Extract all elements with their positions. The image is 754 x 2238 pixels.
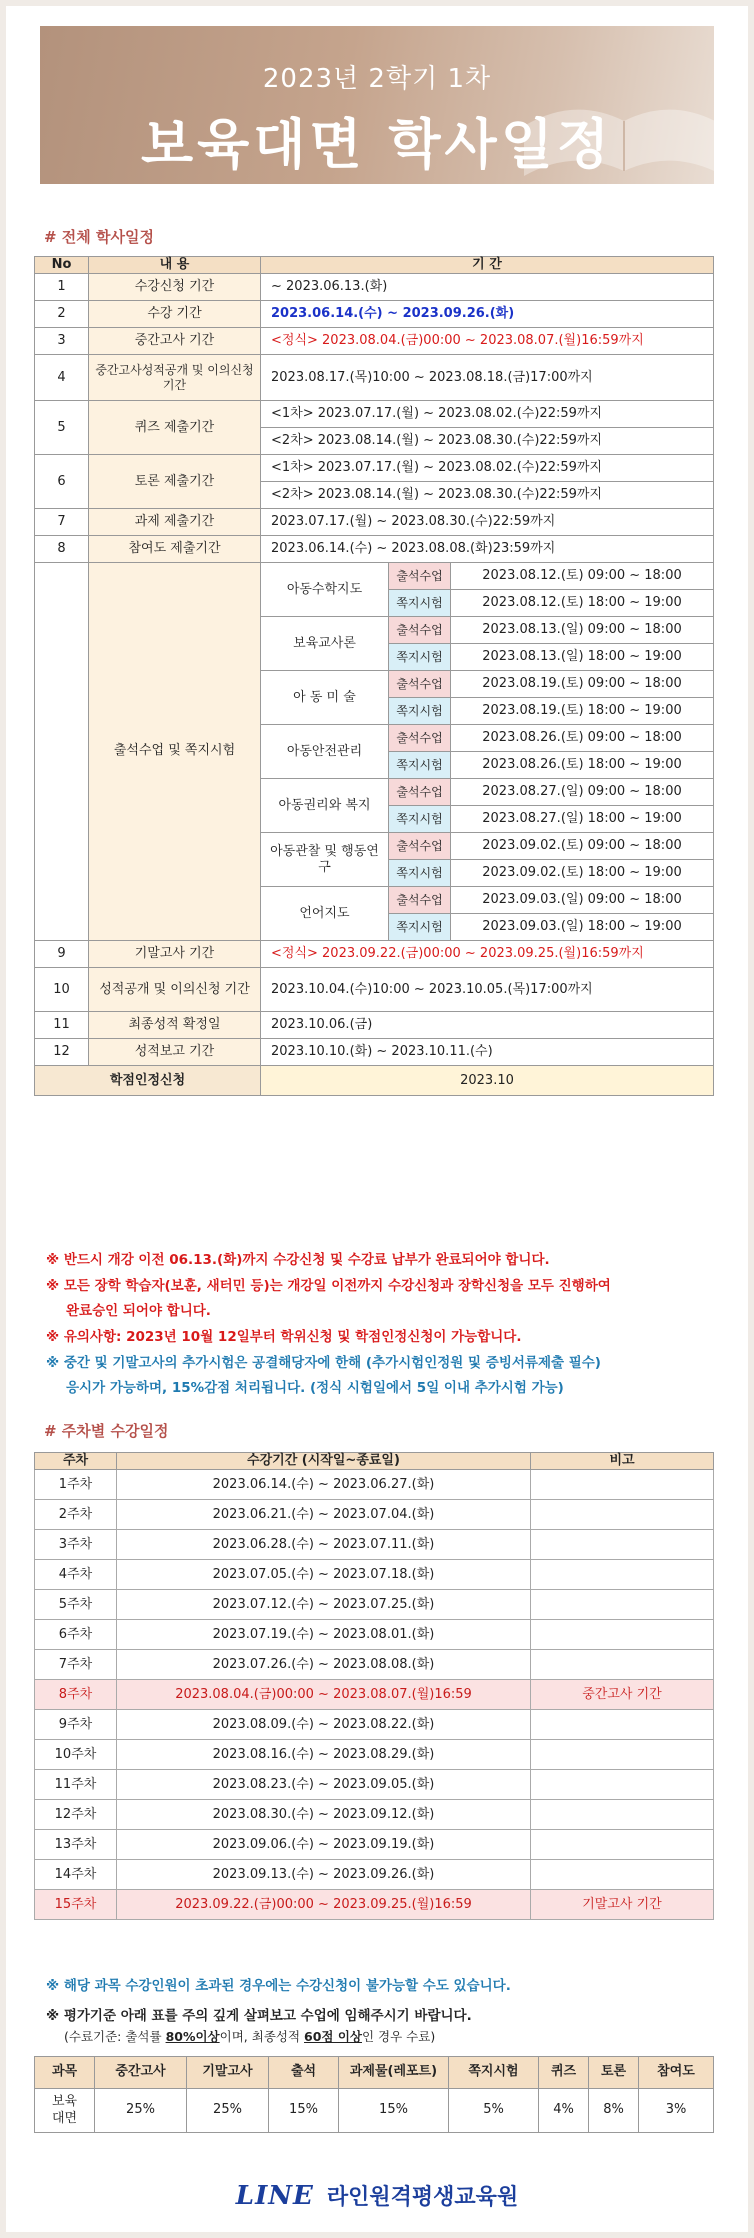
table-row (35, 1710, 714, 1740)
row-period: <정식> 2023.09.22.(금)00:00 ~ 2023.09.25.(월)16:59까지 (261, 941, 714, 968)
subject-name: 아동안전관리 (261, 725, 389, 779)
row-item: 최종성적 확정일 (89, 1012, 261, 1039)
criteria-text: 인 경우 수료) (362, 2029, 436, 2045)
row-item: 기말고사 기간 (89, 941, 261, 968)
note-cell: 기말고사 기간 (531, 1890, 714, 1920)
row-no: 10 (35, 968, 89, 1012)
table-row (35, 1530, 714, 1560)
note-cell (531, 1650, 714, 1680)
period-cell: 2023.06.28.(수) ~ 2023.07.11.(화) (117, 1530, 531, 1560)
period-cell: 2023.09.22.(금)00:00 ~ 2023.09.25.(월)16:59 (117, 1890, 531, 1920)
table-row (35, 1590, 714, 1620)
quiz-time: 2023.09.02.(토) 18:00 ~ 19:00 (451, 860, 714, 887)
final-score: 60점 이상 (304, 2029, 362, 2045)
criteria-text: 이며, 최종성적 (219, 2029, 305, 2045)
week-cell: 5주차 (35, 1590, 117, 1620)
weekly-schedule-table (34, 1452, 714, 1920)
table-row (35, 1066, 714, 1096)
capacity-notice: ※ 해당 과목 수강인원이 초과된 경우에는 수강신청이 불가능할 수도 있습니다. (46, 1978, 511, 1994)
criteria-text: (수료기준: 출석률 (64, 2029, 166, 2045)
row-no: 5 (35, 401, 89, 455)
note-cell (531, 1830, 714, 1860)
eval-value-cell: 보육 대면 (35, 2089, 95, 2133)
quiz-time: 2023.08.27.(일) 18:00 ~ 19:00 (451, 806, 714, 833)
class-time: 2023.08.19.(토) 09:00 ~ 18:00 (451, 671, 714, 698)
eval-value-cell: 4% (539, 2089, 589, 2133)
class-time: 2023.08.13.(일) 09:00 ~ 18:00 (451, 617, 714, 644)
row-period: <정식> 2023.08.04.(금)00:00 ~ 2023.08.07.(월)16:59까지 (261, 328, 714, 355)
row-item: 퀴즈 제출기간 (89, 401, 261, 455)
header-banner (40, 26, 714, 184)
row-no: 7 (35, 509, 89, 536)
period-cell: 2023.08.09.(수) ~ 2023.08.22.(화) (117, 1710, 531, 1740)
table-row (35, 1740, 714, 1770)
class-label: 출석수업 (389, 779, 451, 806)
table-row (35, 455, 714, 482)
row-no (35, 563, 89, 941)
line-logo-mark: LINE (235, 2180, 314, 2211)
note-cell (531, 1740, 714, 1770)
quiz-time: 2023.08.19.(토) 18:00 ~ 19:00 (451, 698, 714, 725)
row-no: 8 (35, 536, 89, 563)
overall-schedule-table (34, 256, 714, 1096)
table-row (35, 1860, 714, 1890)
completion-criteria (46, 2027, 726, 2047)
table-row (35, 401, 714, 428)
note-cell (531, 1770, 714, 1800)
row-item: 토론 제출기간 (89, 455, 261, 509)
note-cell (531, 1590, 714, 1620)
table-row (35, 355, 714, 401)
quiz-label: 쪽지시험 (389, 752, 451, 779)
eval-value-cell: 25% (187, 2089, 269, 2133)
note-cell (531, 1560, 714, 1590)
table-row (35, 563, 714, 590)
institution-logo (0, 2180, 754, 2211)
period-cell: 2023.09.06.(수) ~ 2023.09.19.(화) (117, 1830, 531, 1860)
note-cell (531, 1710, 714, 1740)
eval-value-cell: 25% (95, 2089, 187, 2133)
eval-header-cell: 퀴즈 (539, 2057, 589, 2089)
eval-value-cell: 15% (269, 2089, 339, 2133)
table-row (35, 1650, 714, 1680)
col-header-content: 내 용 (89, 257, 261, 274)
table-row (35, 1890, 714, 1920)
notice-list (46, 1248, 726, 1402)
period-cell: 2023.08.30.(수) ~ 2023.09.12.(화) (117, 1800, 531, 1830)
subject-name: 아동관찰 및 행동연구 (261, 833, 389, 887)
col-header-note: 비고 (531, 1453, 714, 1470)
section-title-weekly: # 주차별 수강일정 (44, 1422, 169, 1440)
week-cell: 6주차 (35, 1620, 117, 1650)
period-cell: 2023.08.16.(수) ~ 2023.08.29.(화) (117, 1740, 531, 1770)
eval-value-cell: 5% (449, 2089, 539, 2133)
period-cell: 2023.07.05.(수) ~ 2023.07.18.(화) (117, 1560, 531, 1590)
row-period: 2023.08.17.(목)10:00 ~ 2023.08.18.(금)17:00까지 (261, 355, 714, 401)
section-title-overall: # 전체 학사일정 (44, 228, 154, 246)
table-row (35, 1470, 714, 1500)
note-cell (531, 1500, 714, 1530)
col-header-period: 기 간 (261, 257, 714, 274)
eval-header-cell: 토론 (589, 2057, 639, 2089)
subject-name: 아 동 미 술 (261, 671, 389, 725)
institution-name: 라인원격평생교육원 (326, 2185, 519, 2210)
notice-item: ※ 반드시 개강 이전 06.13.(화)까지 수강신청 및 수강료 납부가 완료되어야 합니다. (46, 1252, 550, 1268)
evaluation-header-row (35, 2057, 714, 2089)
col-header-no: No (35, 257, 89, 274)
table-row (35, 1500, 714, 1530)
row-item: 수강신청 기간 (89, 274, 261, 301)
row-period: 2023.06.14.(수) ~ 2023.09.26.(화) (261, 301, 714, 328)
week-cell: 14주차 (35, 1860, 117, 1890)
note-cell (531, 1470, 714, 1500)
week-cell: 10주차 (35, 1740, 117, 1770)
class-label: 출석수업 (389, 617, 451, 644)
eval-value-cell: 3% (639, 2089, 714, 2133)
quiz-label: 쪽지시험 (389, 698, 451, 725)
row-no: 6 (35, 455, 89, 509)
notice-item: ※ 유의사항: 2023년 10월 12일부터 학위신청 및 학점인정신청이 가능합니다. (46, 1328, 522, 1345)
table-row (35, 1830, 714, 1860)
notice-item: 완료승인 되어야 합니다. (66, 1303, 211, 1320)
banner-subtitle: 2023년 2학기 1차 (262, 64, 492, 94)
quiz-label: 쪽지시험 (389, 806, 451, 833)
eval-header-cell: 참여도 (639, 2057, 714, 2089)
class-time: 2023.09.03.(일) 09:00 ~ 18:00 (451, 887, 714, 914)
weekly-rows (35, 1470, 714, 1920)
period-cell: 2023.08.23.(수) ~ 2023.09.05.(화) (117, 1770, 531, 1800)
week-cell: 13주차 (35, 1830, 117, 1860)
evaluation-notes (46, 1976, 726, 2047)
period-cell: 2023.09.13.(수) ~ 2023.09.26.(화) (117, 1860, 531, 1890)
row-no: 2 (35, 301, 89, 328)
note-cell (531, 1530, 714, 1560)
note-cell (531, 1620, 714, 1650)
table-row (35, 1560, 714, 1590)
row-period: <2차> 2023.08.14.(월) ~ 2023.08.30.(수)22:59까지 (261, 482, 714, 509)
eval-header-cell: 출석 (269, 2057, 339, 2089)
week-cell: 7주차 (35, 1650, 117, 1680)
quiz-label: 쪽지시험 (389, 860, 451, 887)
row-no: 4 (35, 355, 89, 401)
eval-value-cell: 8% (589, 2089, 639, 2133)
row-no: 1 (35, 274, 89, 301)
row-item: 성적보고 기간 (89, 1039, 261, 1066)
notice-item: 응시가 가능하며, 15%감점 처리됩니다. (정식 시험일에서 5일 이내 추가시험 가능) (66, 1380, 564, 1397)
week-cell: 11주차 (35, 1770, 117, 1800)
row-period: 2023.06.14.(수) ~ 2023.08.08.(화)23:59까지 (261, 536, 714, 563)
row-period: 2023.07.17.(월) ~ 2023.08.30.(수)22:59까지 (261, 509, 714, 536)
table-row (35, 274, 714, 301)
note-cell: 중간고사 기간 (531, 1680, 714, 1710)
row-period: 2023.10.04.(수)10:00 ~ 2023.10.05.(목)17:00까지 (261, 968, 714, 1012)
table-row (35, 1620, 714, 1650)
period-cell: 2023.08.04.(금)00:00 ~ 2023.08.07.(월)16:59 (117, 1680, 531, 1710)
quiz-label: 쪽지시험 (389, 914, 451, 941)
evaluation-notice: ※ 평가기준 아래 표를 주의 깊게 살펴보고 수업에 임해주시기 바랍니다. (46, 2007, 472, 2024)
quiz-time: 2023.09.03.(일) 18:00 ~ 19:00 (451, 914, 714, 941)
quiz-time: 2023.08.12.(토) 18:00 ~ 19:00 (451, 590, 714, 617)
table-row (35, 328, 714, 355)
week-cell: 4주차 (35, 1560, 117, 1590)
table-row (35, 1012, 714, 1039)
row-item: 과제 제출기간 (89, 509, 261, 536)
note-cell (531, 1800, 714, 1830)
subject-name: 아동수학지도 (261, 563, 389, 617)
notice-item: ※ 모든 장학 학습자(보훈, 새터민 등)는 개강일 이전까지 수강신청과 장학신청을 모두 진행하여 (46, 1277, 611, 1294)
class-time: 2023.09.02.(토) 09:00 ~ 18:00 (451, 833, 714, 860)
class-time: 2023.08.27.(일) 09:00 ~ 18:00 (451, 779, 714, 806)
row-period: <1차> 2023.07.17.(월) ~ 2023.08.02.(수)22:59까지 (261, 455, 714, 482)
class-label: 출석수업 (389, 833, 451, 860)
table-row (35, 1680, 714, 1710)
attendance-rate: 80%이상 (165, 2029, 220, 2045)
table-row (35, 941, 714, 968)
eval-header-cell: 과제물(레포트) (339, 2057, 449, 2089)
row-period: ~ 2023.06.13.(화) (261, 274, 714, 301)
banner-title: 보육대면 학사일정 (140, 113, 614, 176)
week-cell: 9주차 (35, 1710, 117, 1740)
subject-name: 보육교사론 (261, 617, 389, 671)
row-item: 성적공개 및 이의신청 기간 (89, 968, 261, 1012)
table-row (35, 536, 714, 563)
row-period: <2차> 2023.08.14.(월) ~ 2023.08.30.(수)22:59까지 (261, 428, 714, 455)
week-cell: 8주차 (35, 1680, 117, 1710)
evaluation-value-row (35, 2089, 714, 2133)
row-no: 11 (35, 1012, 89, 1039)
table-row (35, 1770, 714, 1800)
row-no: 9 (35, 941, 89, 968)
row-item: 중간고사 기간 (89, 328, 261, 355)
row-no: 12 (35, 1039, 89, 1066)
period-cell: 2023.06.14.(수) ~ 2023.06.27.(화) (117, 1470, 531, 1500)
eval-header-cell: 과목 (35, 2057, 95, 2089)
note-cell (531, 1860, 714, 1890)
subject-name: 언어지도 (261, 887, 389, 941)
quiz-label: 쪽지시험 (389, 644, 451, 671)
period-cell: 2023.07.26.(수) ~ 2023.08.08.(화) (117, 1650, 531, 1680)
eval-header-cell: 중간고사 (95, 2057, 187, 2089)
week-cell: 15주차 (35, 1890, 117, 1920)
table-row (35, 509, 714, 536)
evaluation-table (34, 2056, 714, 2133)
quiz-time: 2023.08.13.(일) 18:00 ~ 19:00 (451, 644, 714, 671)
quiz-label: 쪽지시험 (389, 590, 451, 617)
class-label: 출석수업 (389, 887, 451, 914)
subject-name: 아동권리와 복지 (261, 779, 389, 833)
table-row (35, 1039, 714, 1066)
row-period: <1차> 2023.07.17.(월) ~ 2023.08.02.(수)22:59까지 (261, 401, 714, 428)
row-no: 3 (35, 328, 89, 355)
week-cell: 3주차 (35, 1530, 117, 1560)
row-period: 2023.10.06.(금) (261, 1012, 714, 1039)
table-row (35, 301, 714, 328)
class-label: 출석수업 (389, 563, 451, 590)
eval-value-cell: 15% (339, 2089, 449, 2133)
class-time: 2023.08.12.(토) 09:00 ~ 18:00 (451, 563, 714, 590)
table-row (35, 1800, 714, 1830)
credit-apply-label: 학점인정신청 (35, 1066, 261, 1096)
row-item-attendance: 출석수업 및 쪽지시험 (89, 563, 261, 941)
eval-header-cell: 기말고사 (187, 2057, 269, 2089)
table-row (35, 968, 714, 1012)
eval-header-cell: 쪽지시험 (449, 2057, 539, 2089)
week-cell: 1주차 (35, 1470, 117, 1500)
credit-apply-value: 2023.10 (261, 1066, 714, 1096)
class-label: 출석수업 (389, 725, 451, 752)
col-header-period: 수강기간 (시작일~종료일) (117, 1453, 531, 1470)
week-cell: 12주차 (35, 1800, 117, 1830)
period-cell: 2023.07.12.(수) ~ 2023.07.25.(화) (117, 1590, 531, 1620)
notice-item: ※ 중간 및 기말고사의 추가시험은 공결해당자에 한해 (추가시험인정원 및 증빙서류제출 필수) (46, 1354, 601, 1371)
row-period: 2023.10.10.(화) ~ 2023.10.11.(수) (261, 1039, 714, 1066)
period-cell: 2023.07.19.(수) ~ 2023.08.01.(화) (117, 1620, 531, 1650)
week-cell: 2주차 (35, 1500, 117, 1530)
quiz-time: 2023.08.26.(토) 18:00 ~ 19:00 (451, 752, 714, 779)
class-label: 출석수업 (389, 671, 451, 698)
col-header-week: 주차 (35, 1453, 117, 1470)
row-item: 수강 기간 (89, 301, 261, 328)
row-item: 참여도 제출기간 (89, 536, 261, 563)
row-item: 중간고사성적공개 및 이의신청기간 (89, 355, 261, 401)
class-time: 2023.08.26.(토) 09:00 ~ 18:00 (451, 725, 714, 752)
period-cell: 2023.06.21.(수) ~ 2023.07.04.(화) (117, 1500, 531, 1530)
